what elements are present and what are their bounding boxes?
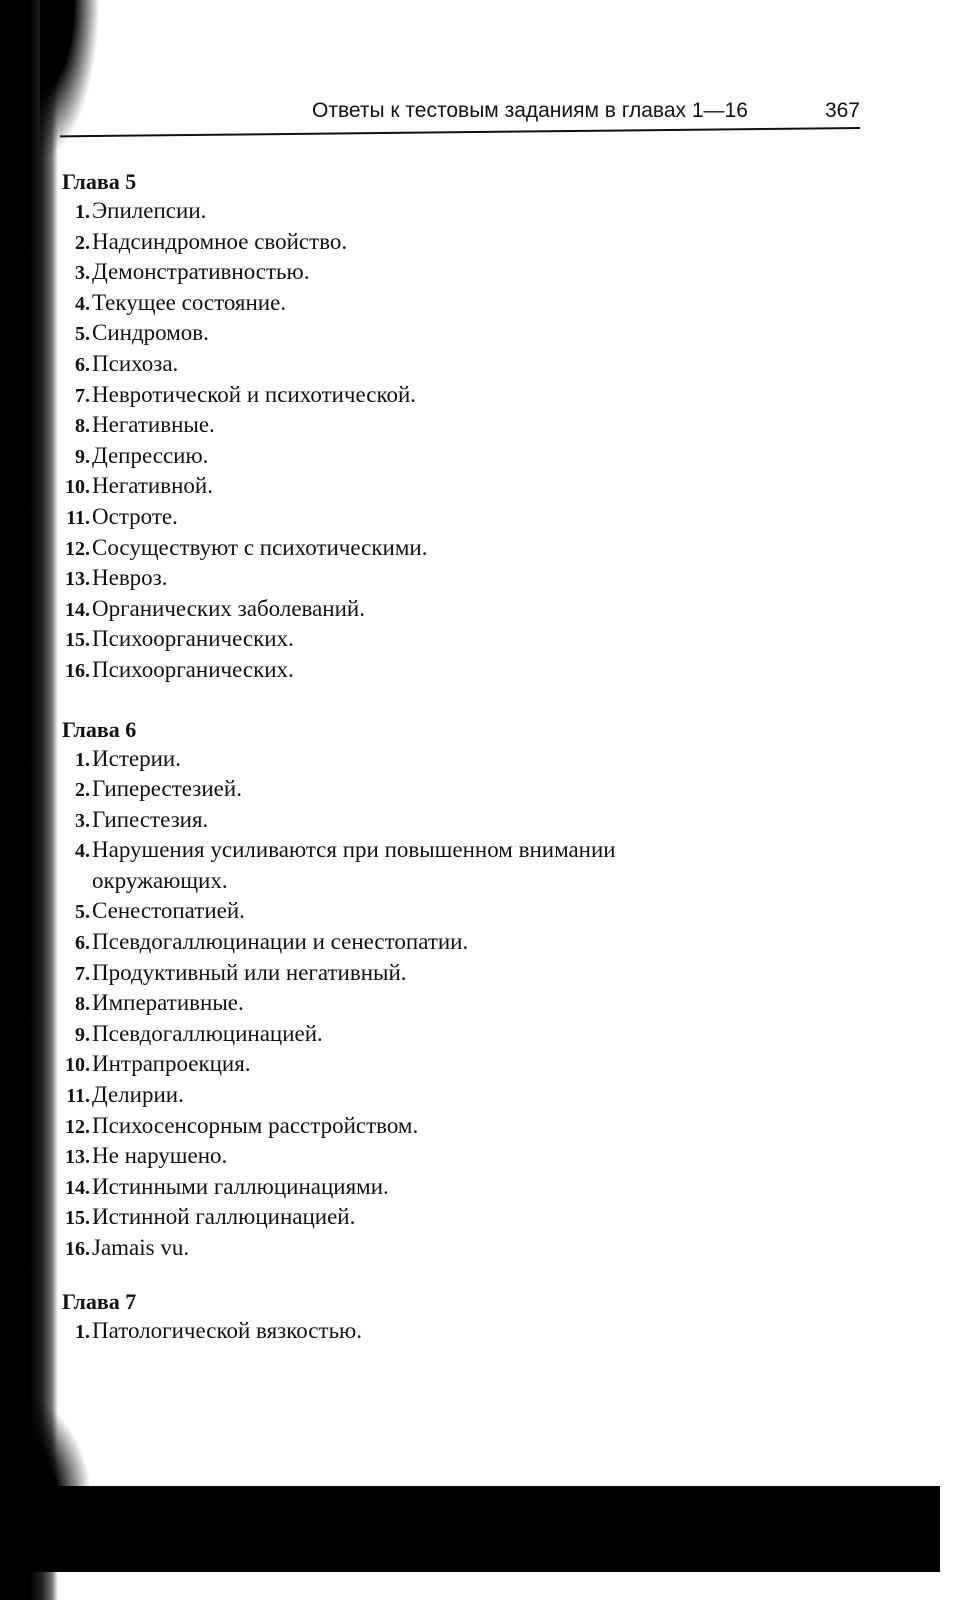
answer-item — [62, 380, 862, 411]
answer-text: Гипестезия. — [92, 806, 209, 832]
answer-text: Текущее состояние. — [92, 289, 287, 315]
answer-number: 6. — [75, 932, 90, 955]
answer-item — [62, 1019, 862, 1050]
answer-list — [62, 196, 862, 686]
answer-number: 5. — [75, 901, 90, 924]
answer-item — [62, 502, 862, 533]
answer-item — [62, 988, 862, 1019]
answer-text: Демонстративностью. — [92, 259, 310, 285]
answer-number: 7. — [75, 384, 90, 407]
answer-item — [62, 318, 862, 349]
answer-text: Невроз. — [92, 565, 168, 591]
answer-item — [62, 196, 862, 227]
page-spine-shadow — [0, 0, 58, 1600]
answer-list — [62, 1316, 862, 1347]
answer-text: Синдромов. — [92, 320, 209, 346]
answer-number: 3. — [75, 809, 90, 832]
answer-number: 7. — [75, 962, 90, 985]
answer-number: 16. — [65, 1238, 90, 1260]
answer-text: Императивные. — [92, 990, 244, 1016]
answer-item — [62, 349, 862, 380]
answer-text: Психоорганических. — [92, 626, 294, 652]
answer-text: Негативной. — [92, 473, 213, 499]
answer-text: Интрапроекция. — [92, 1051, 251, 1077]
answer-item — [62, 1049, 862, 1080]
answer-text: Надсиндромное свойство. — [92, 228, 348, 254]
answer-list — [62, 744, 862, 1264]
answer-text: Психоза. — [92, 350, 179, 376]
answer-number: 1. — [75, 1320, 90, 1343]
answer-text: Сенестопатией. — [92, 898, 245, 924]
answer-item — [62, 1172, 862, 1203]
answer-item — [62, 927, 862, 958]
answer-text: Делирии. — [92, 1082, 184, 1108]
chapter-heading: Глава 6 — [62, 716, 137, 742]
answer-number: 15. — [65, 1207, 90, 1230]
chapter-7-section — [62, 1288, 862, 1347]
answer-item — [62, 227, 862, 258]
answer-item — [62, 1080, 862, 1111]
answer-item — [62, 835, 862, 866]
answer-number: 3. — [75, 262, 90, 285]
answer-item — [62, 805, 862, 836]
answer-text: окружающих. — [92, 867, 228, 893]
answer-number: 4. — [75, 840, 90, 863]
page-bottom-curve — [0, 1390, 90, 1500]
answer-text: Истинной галлюцинацией. — [92, 1204, 356, 1230]
answer-item — [62, 958, 862, 989]
answer-item — [62, 1111, 862, 1142]
answer-number: 10. — [65, 1054, 90, 1077]
answer-number: 16. — [65, 659, 90, 682]
answer-item — [62, 471, 862, 502]
answer-number: 1. — [75, 201, 90, 223]
answer-item — [62, 624, 862, 655]
answer-text: Невротической и психотической. — [92, 381, 417, 407]
answer-item — [62, 533, 862, 564]
answer-item — [62, 655, 862, 686]
answer-text: Эпилепсии. — [92, 198, 207, 223]
answer-number: 2. — [75, 779, 90, 802]
answer-item — [62, 257, 862, 288]
answer-text: Сосуществуют с психотическими. — [92, 534, 428, 560]
answer-text: Органических заболеваний. — [92, 595, 365, 621]
answer-number: 11. — [66, 1085, 90, 1108]
answer-item — [62, 410, 862, 441]
answer-number: 14. — [65, 598, 90, 621]
answer-number: 9. — [75, 1023, 90, 1046]
answer-number: 1. — [75, 748, 90, 771]
answer-text: Негативные. — [92, 412, 215, 438]
answer-item — [62, 1141, 862, 1172]
answer-number: 10. — [65, 476, 90, 499]
answer-number: 13. — [65, 1146, 90, 1169]
answer-number: 4. — [75, 292, 90, 315]
answer-number: 14. — [65, 1176, 90, 1199]
answer-item — [62, 744, 862, 775]
answer-text: Jamais vu. — [92, 1235, 190, 1260]
answer-text: Истерии. — [92, 745, 181, 771]
answer-item — [62, 896, 862, 927]
answer-number: 8. — [75, 993, 90, 1016]
answer-number: 2. — [75, 231, 90, 254]
answer-number: 15. — [65, 629, 90, 652]
answer-item — [62, 288, 862, 319]
answer-item — [62, 1202, 862, 1233]
answer-number: 12. — [65, 1115, 90, 1138]
answer-item — [62, 774, 862, 805]
answer-text: Нарушения усиливаются при повышенном внимании — [92, 837, 616, 863]
page-number: 367 — [824, 99, 860, 122]
answer-item — [62, 866, 862, 897]
answer-number: 12. — [65, 537, 90, 560]
answer-text: Не нарушено. — [92, 1143, 228, 1169]
answer-item — [62, 441, 862, 472]
answer-number: 6. — [75, 353, 90, 376]
answer-text: Психоорганических. — [92, 656, 294, 682]
answer-text: Истинными галлюцинациями. — [92, 1173, 389, 1199]
chapter-heading: Глава 5 — [62, 169, 137, 194]
scan-bottom-shadow — [0, 1486, 940, 1572]
answer-number: 9. — [75, 445, 90, 468]
answer-item — [62, 594, 862, 625]
answer-number: 11. — [66, 506, 90, 529]
answer-number: 13. — [65, 568, 90, 591]
answer-item — [62, 1316, 862, 1347]
chapter-heading: Глава 7 — [62, 1288, 137, 1314]
answer-text: Гиперестезией. — [92, 776, 242, 802]
answer-item — [62, 563, 862, 594]
page-header — [300, 99, 860, 129]
answer-text: Психосенсорным расстройством. — [92, 1112, 419, 1138]
answers-content — [62, 168, 862, 1346]
answer-text: Патологической вязкостью. — [92, 1317, 362, 1343]
answer-text: Псевдогаллюцинацией. — [92, 1020, 323, 1046]
chapter-5-section — [62, 168, 862, 686]
answer-number: 5. — [75, 323, 90, 346]
running-title: Ответы к тестовым заданиям в главах 1—16 — [312, 99, 748, 122]
answer-number: 8. — [75, 415, 90, 438]
answer-text: Псевдогаллюцинации и сенестопатии. — [92, 929, 469, 955]
chapter-6-section — [62, 716, 862, 1264]
answer-text: Остроте. — [92, 503, 178, 529]
answer-item — [62, 1233, 862, 1264]
answer-text: Депрессию. — [92, 442, 209, 468]
answer-text: Продуктивный или негативный. — [92, 959, 407, 985]
